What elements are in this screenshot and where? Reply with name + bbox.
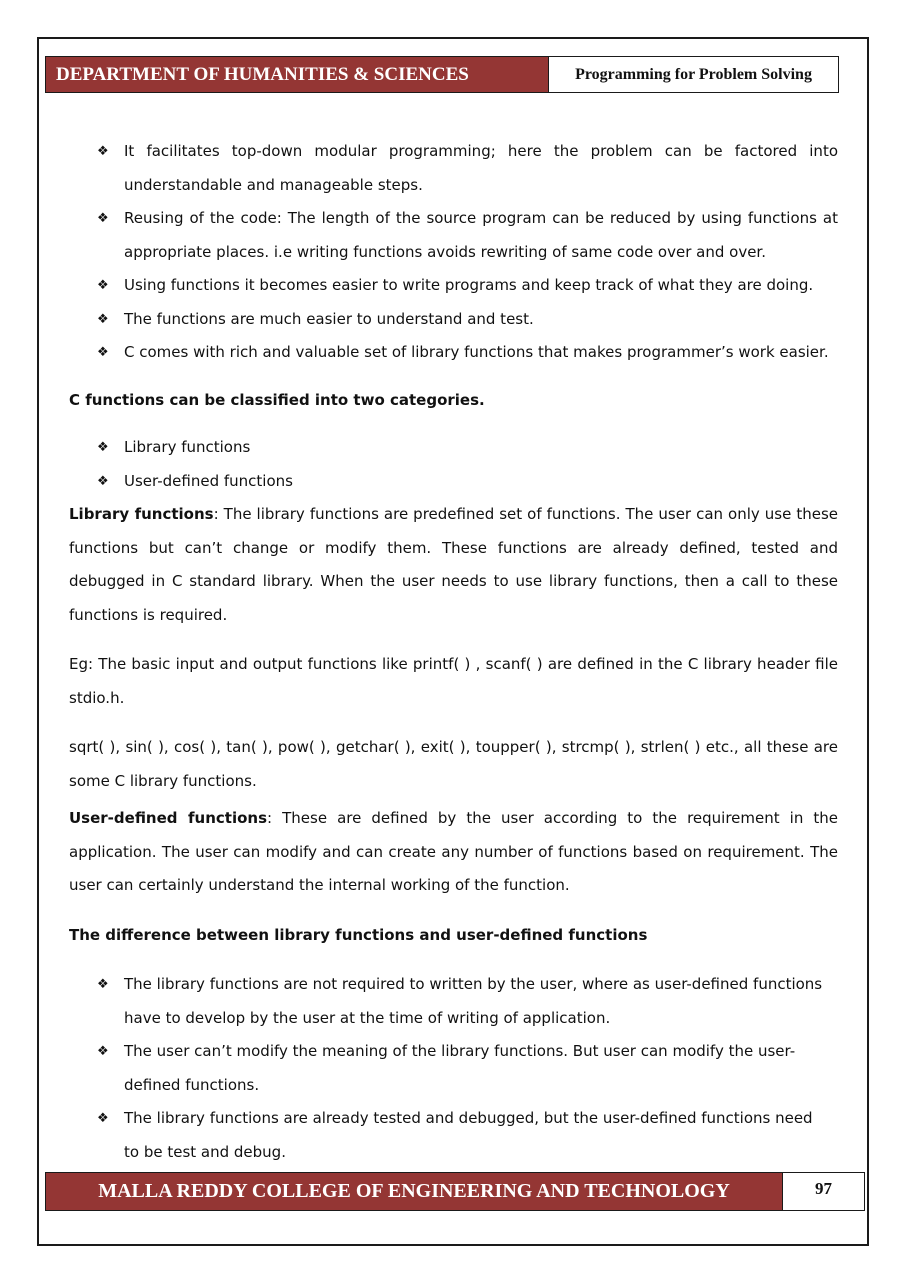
- subject-title: Programming for Problem Solving: [548, 57, 838, 92]
- list-item: ❖ C comes with rich and valuable set of library functions that makes programmer’s work easier.: [69, 336, 838, 370]
- diamond-bullet-icon: ❖: [97, 1111, 109, 1126]
- more-examples-paragraph: sqrt( ), sin( ), cos( ), tan( ), pow( ), getchar( ), exit( ), toupper( ), strcmp( ), strlen( ) etc., all these are some C library functions.: [69, 738, 838, 790]
- list-item: ❖ It facilitates top-down modular programming; here the problem can be factored into understandable and manageable steps.: [69, 135, 838, 202]
- user-defined-term: User-defined functions: [69, 809, 268, 827]
- page-header: [45, 56, 839, 93]
- diamond-bullet-icon: ❖: [97, 345, 109, 360]
- list-item: ❖ Library functions: [69, 431, 838, 465]
- diamond-bullet-icon: ❖: [97, 311, 109, 327]
- diamond-bullet-icon: ❖: [97, 1044, 109, 1059]
- list-item: ❖ The library functions are already tested and debugged, but the user-defined functions need to be test and debug.: [69, 1102, 838, 1169]
- diamond-bullet-icon: ❖: [97, 473, 109, 489]
- categories-list: [69, 431, 838, 498]
- page-number: 97: [782, 1173, 864, 1210]
- page-content: [69, 135, 838, 1169]
- categories-heading: C functions can be classified into two categories.: [69, 390, 485, 409]
- list-item: ❖ The functions are much easier to understand and test.: [69, 303, 838, 337]
- department-title: DEPARTMENT OF HUMANITIES & SCIENCES: [46, 57, 548, 92]
- diamond-bullet-icon: ❖: [97, 278, 109, 293]
- diamond-bullet-icon: ❖: [97, 144, 109, 159]
- page-footer: [45, 1172, 865, 1211]
- user-defined-paragraph: User-defined functions: These are defined by the user according to the requirement in the application. The user can modify and can create any number of functions based on requirement. The user can certainly understand the internal working of the function.: [69, 809, 838, 894]
- example-paragraph: Eg: The basic input and output functions like printf( ) , scanf( ) are defined in the C library header file stdio.h.: [69, 655, 838, 707]
- list-item: ❖ Using functions it becomes easier to write programs and keep track of what they are doing.: [69, 269, 838, 303]
- list-item: ❖ The user can’t modify the meaning of the library functions. But user can modify the user-defined functions.: [69, 1035, 838, 1102]
- advantages-list: [69, 135, 838, 370]
- diamond-bullet-icon: ❖: [97, 211, 109, 226]
- diamond-bullet-icon: ❖: [97, 440, 109, 455]
- difference-heading: The difference between library functions and user-defined functions: [69, 925, 648, 944]
- diamond-bullet-icon: ❖: [97, 977, 109, 992]
- list-item: ❖ Reusing of the code: The length of the source program can be reduced by using functions at appropriate places. i.e writing functions avoids rewriting of same code over and over.: [69, 202, 838, 269]
- list-item: ❖ User-defined functions: [69, 465, 838, 499]
- list-item: ❖ The library functions are not required to written by the user, where as user-defined functions have to develop by the user at the time of writing of application.: [69, 968, 838, 1035]
- library-functions-paragraph: Library functions: The library functions are predefined set of functions. The user can only use these functions but can’t change or modify them. These functions are already defined, tested and debugged in C standard library. When the user needs to use library functions, then a call to these functions is required.: [69, 505, 838, 624]
- college-name: MALLA REDDY COLLEGE OF ENGINEERING AND TECHNOLOGY: [46, 1173, 782, 1210]
- differences-list: [69, 968, 838, 1169]
- library-functions-term: Library functions: [69, 505, 214, 523]
